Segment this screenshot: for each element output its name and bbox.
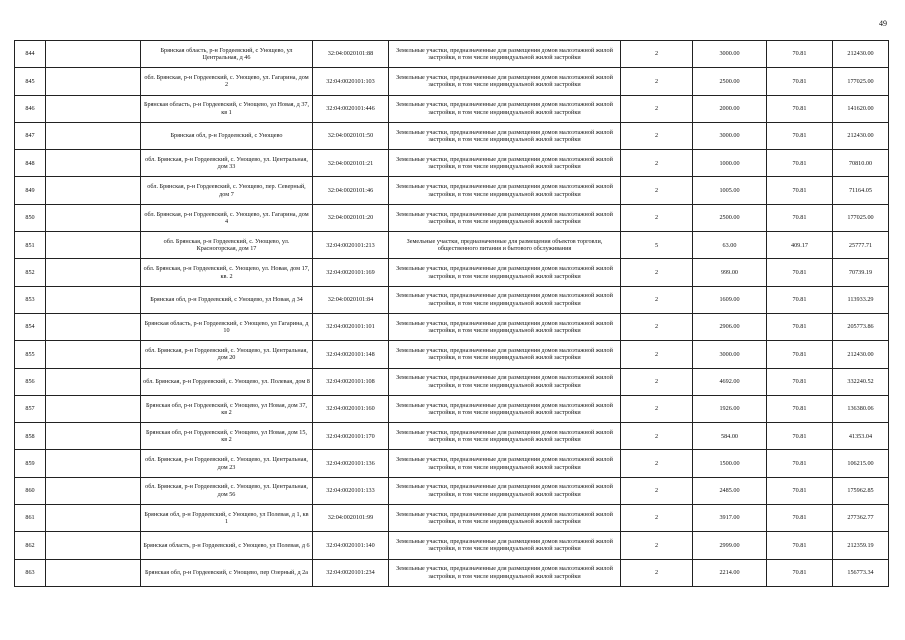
empty-cell — [46, 204, 141, 231]
empty-cell — [46, 259, 141, 286]
row-number-cell: 848 — [15, 150, 46, 177]
category-cell: 5 — [621, 232, 693, 259]
land-use-cell: Земельные участки, предназначенные для размещения домов малоэтажной жилой застройки, в том числе индивидуальной жилой застройки — [389, 368, 621, 395]
address-cell: обл. Брянская, р-н Гордеевский, с. Унощево, ул. Гагарина, дом 4 — [141, 204, 313, 231]
empty-cell — [46, 41, 141, 68]
category-cell: 2 — [621, 95, 693, 122]
area-cell: 1926.00 — [693, 395, 767, 422]
category-cell: 2 — [621, 395, 693, 422]
row-number-cell: 857 — [15, 395, 46, 422]
row-number-cell: 852 — [15, 259, 46, 286]
empty-cell — [46, 313, 141, 340]
area-cell: 2485.00 — [693, 477, 767, 504]
row-number-cell: 861 — [15, 505, 46, 532]
row-number-cell: 849 — [15, 177, 46, 204]
empty-cell — [46, 122, 141, 149]
table-row — [15, 122, 889, 149]
area-cell: 2999.00 — [693, 532, 767, 559]
empty-cell — [46, 68, 141, 95]
cadastral-number-cell: 32:04:0020101:136 — [313, 450, 389, 477]
land-use-cell: Земельные участки, предназначенные для размещения домов малоэтажной жилой застройки, в том числе индивидуальной жилой застройки — [389, 122, 621, 149]
cadastral-value-cell: 277362.77 — [833, 505, 889, 532]
specific-value-cell: 70.81 — [767, 122, 833, 149]
land-use-cell: Земельные участки, предназначенные для размещения домов малоэтажной жилой застройки, в том числе индивидуальной жилой застройки — [389, 150, 621, 177]
specific-value-cell: 70.81 — [767, 95, 833, 122]
row-number-cell: 847 — [15, 122, 46, 149]
address-cell: Брянская область, р-н Гордеевский, с Унощево, ул Центральная, д 46 — [141, 41, 313, 68]
empty-cell — [46, 559, 141, 586]
table-row — [15, 423, 889, 450]
cadastral-number-cell: 32:04:0020101:20 — [313, 204, 389, 231]
table-row — [15, 232, 889, 259]
table-row — [15, 313, 889, 340]
area-cell: 2500.00 — [693, 204, 767, 231]
address-cell: Брянская обл, р-н Гордеевский, с Унощево — [141, 122, 313, 149]
area-cell: 3000.00 — [693, 41, 767, 68]
cadastral-value-cell: 71164.05 — [833, 177, 889, 204]
cadastral-number-cell: 32:04:0020101:84 — [313, 286, 389, 313]
land-use-cell: Земельные участки, предназначенные для размещения домов малоэтажной жилой застройки, в том числе индивидуальной жилой застройки — [389, 68, 621, 95]
area-cell: 3000.00 — [693, 122, 767, 149]
cadastral-number-cell: 32:04:0020101:101 — [313, 313, 389, 340]
specific-value-cell: 70.81 — [767, 286, 833, 313]
specific-value-cell: 70.81 — [767, 532, 833, 559]
cadastral-value-cell: 212430.00 — [833, 341, 889, 368]
category-cell: 2 — [621, 177, 693, 204]
area-cell: 999.00 — [693, 259, 767, 286]
land-use-cell: Земельные участки, предназначенные для размещения домов малоэтажной жилой застройки, в том числе индивидуальной жилой застройки — [389, 423, 621, 450]
row-number-cell: 854 — [15, 313, 46, 340]
area-cell: 3917.00 — [693, 505, 767, 532]
land-use-cell: Земельные участки, предназначенные для размещения домов малоэтажной жилой застройки, в том числе индивидуальной жилой застройки — [389, 532, 621, 559]
table-row — [15, 41, 889, 68]
address-cell: Брянская область, р-н Гордеевский, с Унощево, ул Гагарина, д 10 — [141, 313, 313, 340]
specific-value-cell: 70.81 — [767, 41, 833, 68]
category-cell: 2 — [621, 477, 693, 504]
table-row — [15, 368, 889, 395]
empty-cell — [46, 286, 141, 313]
land-use-cell: Земельные участки, предназначенные для размещения домов малоэтажной жилой застройки, в том числе индивидуальной жилой застройки — [389, 341, 621, 368]
category-cell: 2 — [621, 286, 693, 313]
row-number-cell: 856 — [15, 368, 46, 395]
category-cell: 2 — [621, 505, 693, 532]
cadastral-value-cell: 175962.85 — [833, 477, 889, 504]
row-number-cell: 851 — [15, 232, 46, 259]
row-number-cell: 853 — [15, 286, 46, 313]
area-cell: 2500.00 — [693, 68, 767, 95]
specific-value-cell: 70.81 — [767, 368, 833, 395]
cadastral-number-cell: 32:04:0020101:133 — [313, 477, 389, 504]
land-use-cell: Земельные участки, предназначенные для размещения домов малоэтажной жилой застройки, в том числе индивидуальной жилой застройки — [389, 286, 621, 313]
cadastral-value-cell: 70810.00 — [833, 150, 889, 177]
cadastral-value-cell: 177025.00 — [833, 68, 889, 95]
cadastral-number-cell: 32:04:0020101:88 — [313, 41, 389, 68]
page-number: 49 — [879, 19, 887, 28]
row-number-cell: 845 — [15, 68, 46, 95]
category-cell: 2 — [621, 313, 693, 340]
table-row — [15, 150, 889, 177]
category-cell: 2 — [621, 423, 693, 450]
land-use-cell: Земельные участки, предназначенные для размещения домов малоэтажной жилой застройки, в том числе индивидуальной жилой застройки — [389, 505, 621, 532]
specific-value-cell: 70.81 — [767, 423, 833, 450]
table-row — [15, 68, 889, 95]
table-row — [15, 450, 889, 477]
empty-cell — [46, 532, 141, 559]
cadastral-value-cell: 332240.52 — [833, 368, 889, 395]
row-number-cell: 846 — [15, 95, 46, 122]
land-use-cell: Земельные участки, предназначенные для размещения домов малоэтажной жилой застройки, в том числе индивидуальной жилой застройки — [389, 450, 621, 477]
category-cell: 2 — [621, 450, 693, 477]
empty-cell — [46, 395, 141, 422]
row-number-cell: 863 — [15, 559, 46, 586]
land-use-cell: Земельные участки, предназначенные для размещения домов малоэтажной жилой застройки, в том числе индивидуальной жилой застройки — [389, 95, 621, 122]
table-row — [15, 559, 889, 586]
specific-value-cell: 70.81 — [767, 341, 833, 368]
cadastral-number-cell: 32:04:0020101:103 — [313, 68, 389, 95]
empty-cell — [46, 232, 141, 259]
row-number-cell: 859 — [15, 450, 46, 477]
table-row — [15, 532, 889, 559]
specific-value-cell: 70.81 — [767, 559, 833, 586]
address-cell: обл. Брянская, р-н Гордеевский, с. Унощево, ул. Полевая, дом 8 — [141, 368, 313, 395]
table-row — [15, 204, 889, 231]
land-use-cell: Земельные участки, предназначенные для размещения домов малоэтажной жилой застройки, в том числе индивидуальной жилой застройки — [389, 259, 621, 286]
address-cell: обл. Брянская, р-н Гордеевский, с. Унощево, ул. Гагарина, дом 2 — [141, 68, 313, 95]
cadastral-number-cell: 32:04:0020101:140 — [313, 532, 389, 559]
cadastral-value-cell: 212430.00 — [833, 122, 889, 149]
land-use-cell: Земельные участки, предназначенные для размещения домов малоэтажной жилой застройки, в том числе индивидуальной жилой застройки — [389, 204, 621, 231]
specific-value-cell: 70.81 — [767, 259, 833, 286]
empty-cell — [46, 450, 141, 477]
table-row — [15, 477, 889, 504]
specific-value-cell: 70.81 — [767, 150, 833, 177]
category-cell: 2 — [621, 204, 693, 231]
row-number-cell: 855 — [15, 341, 46, 368]
land-use-cell: Земельные участки, предназначенные для размещения объектов торговли, общественного питания и бытового обслуживания — [389, 232, 621, 259]
cadastral-value-cell: 25777.71 — [833, 232, 889, 259]
table-row — [15, 505, 889, 532]
specific-value-cell: 70.81 — [767, 395, 833, 422]
table-body — [15, 41, 889, 587]
area-cell: 1609.00 — [693, 286, 767, 313]
address-cell: обл. Брянская, р-н Гордеевский, с. Унощево, пер. Северный, дом 7 — [141, 177, 313, 204]
specific-value-cell: 70.81 — [767, 68, 833, 95]
cadastral-value-table — [14, 40, 889, 587]
empty-cell — [46, 505, 141, 532]
table-row — [15, 395, 889, 422]
land-use-cell: Земельные участки, предназначенные для размещения домов малоэтажной жилой застройки, в том числе индивидуальной жилой застройки — [389, 177, 621, 204]
category-cell: 2 — [621, 341, 693, 368]
category-cell: 2 — [621, 68, 693, 95]
category-cell: 2 — [621, 150, 693, 177]
cadastral-value-cell: 136380.06 — [833, 395, 889, 422]
specific-value-cell: 70.81 — [767, 477, 833, 504]
area-cell: 584.00 — [693, 423, 767, 450]
cadastral-value-cell: 156773.34 — [833, 559, 889, 586]
category-cell: 2 — [621, 368, 693, 395]
area-cell: 1000.00 — [693, 150, 767, 177]
cadastral-value-cell: 106215.00 — [833, 450, 889, 477]
specific-value-cell: 70.81 — [767, 313, 833, 340]
category-cell: 2 — [621, 559, 693, 586]
empty-cell — [46, 177, 141, 204]
area-cell: 1005.00 — [693, 177, 767, 204]
address-cell: Брянская обл, р-н Гордеевский, с Унощево, ул Новая, д 34 — [141, 286, 313, 313]
cadastral-number-cell: 32:04:0020101:99 — [313, 505, 389, 532]
cadastral-value-cell: 70739.19 — [833, 259, 889, 286]
table-row — [15, 341, 889, 368]
land-use-cell: Земельные участки, предназначенные для размещения домов малоэтажной жилой застройки, в том числе индивидуальной жилой застройки — [389, 395, 621, 422]
address-cell: Брянская область, р-н Гордеевский, с Унощево, ул Полевая, д 6 — [141, 532, 313, 559]
category-cell: 2 — [621, 122, 693, 149]
category-cell: 2 — [621, 41, 693, 68]
specific-value-cell: 409.17 — [767, 232, 833, 259]
cadastral-value-cell: 212359.19 — [833, 532, 889, 559]
cadastral-number-cell: 32:04:0020101:50 — [313, 122, 389, 149]
area-cell: 4692.00 — [693, 368, 767, 395]
row-number-cell: 858 — [15, 423, 46, 450]
empty-cell — [46, 368, 141, 395]
address-cell: обл. Брянская, р-н Гордеевский, с. Унощево, ул. Центральная, дом 33 — [141, 150, 313, 177]
land-use-cell: Земельные участки, предназначенные для размещения домов малоэтажной жилой застройки, в том числе индивидуальной жилой застройки — [389, 313, 621, 340]
category-cell: 2 — [621, 259, 693, 286]
cadastral-number-cell: 32:04:0020101:46 — [313, 177, 389, 204]
cadastral-value-cell: 141620.00 — [833, 95, 889, 122]
table-row — [15, 259, 889, 286]
empty-cell — [46, 477, 141, 504]
row-number-cell: 850 — [15, 204, 46, 231]
address-cell: Брянская обл, р-н Гордеевский, с Унощево, ул Новая, дом 37, кв 2 — [141, 395, 313, 422]
land-use-cell: Земельные участки, предназначенные для размещения домов малоэтажной жилой застройки, в том числе индивидуальной жилой застройки — [389, 559, 621, 586]
row-number-cell: 860 — [15, 477, 46, 504]
address-cell: обл. Брянская, р-н Гордеевский, с. Унощево, ул. Центральная, дом 23 — [141, 450, 313, 477]
area-cell: 2000.00 — [693, 95, 767, 122]
cadastral-value-cell: 205773.86 — [833, 313, 889, 340]
specific-value-cell: 70.81 — [767, 450, 833, 477]
address-cell: Брянская обл, р-н Гордеевский, с Унощево, ул Полевая, д 1, кв 1 — [141, 505, 313, 532]
row-number-cell: 844 — [15, 41, 46, 68]
address-cell: обл. Брянская, р-н Гордеевский, с. Унощево, ул. Новая, дом 17, кв. 2 — [141, 259, 313, 286]
empty-cell — [46, 423, 141, 450]
cadastral-number-cell: 32:04:0020101:148 — [313, 341, 389, 368]
address-cell: Брянская область, р-н Гордеевский, с Унощево, ул Новая, д 37, кв 1 — [141, 95, 313, 122]
table-row — [15, 95, 889, 122]
land-use-cell: Земельные участки, предназначенные для размещения домов малоэтажной жилой застройки, в том числе индивидуальной жилой застройки — [389, 477, 621, 504]
address-cell: Брянская обл, р-н Гордеевский, с Унощево, пер Озерный, д 2а — [141, 559, 313, 586]
address-cell: обл. Брянская, р-н Гордеевский, с. Унощево, ул. Центральная, дом 56 — [141, 477, 313, 504]
row-number-cell: 862 — [15, 532, 46, 559]
table-row — [15, 177, 889, 204]
specific-value-cell: 70.81 — [767, 177, 833, 204]
cadastral-number-cell: 32:04:0020101:446 — [313, 95, 389, 122]
empty-cell — [46, 341, 141, 368]
cadastral-number-cell: 32:04:0020101:234 — [313, 559, 389, 586]
empty-cell — [46, 95, 141, 122]
cadastral-number-cell: 32:04:0020101:21 — [313, 150, 389, 177]
address-cell: обл. Брянская, р-н Гордеевский, с. Унощево, ул. Центральная, дом 20 — [141, 341, 313, 368]
area-cell: 2906.00 — [693, 313, 767, 340]
area-cell: 3000.00 — [693, 341, 767, 368]
area-cell: 1500.00 — [693, 450, 767, 477]
cadastral-value-cell: 177025.00 — [833, 204, 889, 231]
cadastral-number-cell: 32:04:0020101:170 — [313, 423, 389, 450]
cadastral-number-cell: 32:04:0020101:169 — [313, 259, 389, 286]
cadastral-number-cell: 32:04:0020101:213 — [313, 232, 389, 259]
cadastral-number-cell: 32:04:0020101:108 — [313, 368, 389, 395]
specific-value-cell: 70.81 — [767, 204, 833, 231]
empty-cell — [46, 150, 141, 177]
address-cell: Брянская обл, р-н Гордеевский, с Унощево, ул Новая, дом 15, кв 2 — [141, 423, 313, 450]
land-use-cell: Земельные участки, предназначенные для размещения домов малоэтажной жилой застройки, в том числе индивидуальной жилой застройки — [389, 41, 621, 68]
address-cell: обл. Брянская, р-н Гордеевский, с. Унощево, ул. Красногорская, дом 17 — [141, 232, 313, 259]
cadastral-value-cell: 41353.04 — [833, 423, 889, 450]
specific-value-cell: 70.81 — [767, 505, 833, 532]
area-cell: 63.00 — [693, 232, 767, 259]
area-cell: 2214.00 — [693, 559, 767, 586]
cadastral-value-cell: 212430.00 — [833, 41, 889, 68]
category-cell: 2 — [621, 532, 693, 559]
cadastral-number-cell: 32:04:0020101:160 — [313, 395, 389, 422]
table-row — [15, 286, 889, 313]
cadastral-value-cell: 113933.29 — [833, 286, 889, 313]
